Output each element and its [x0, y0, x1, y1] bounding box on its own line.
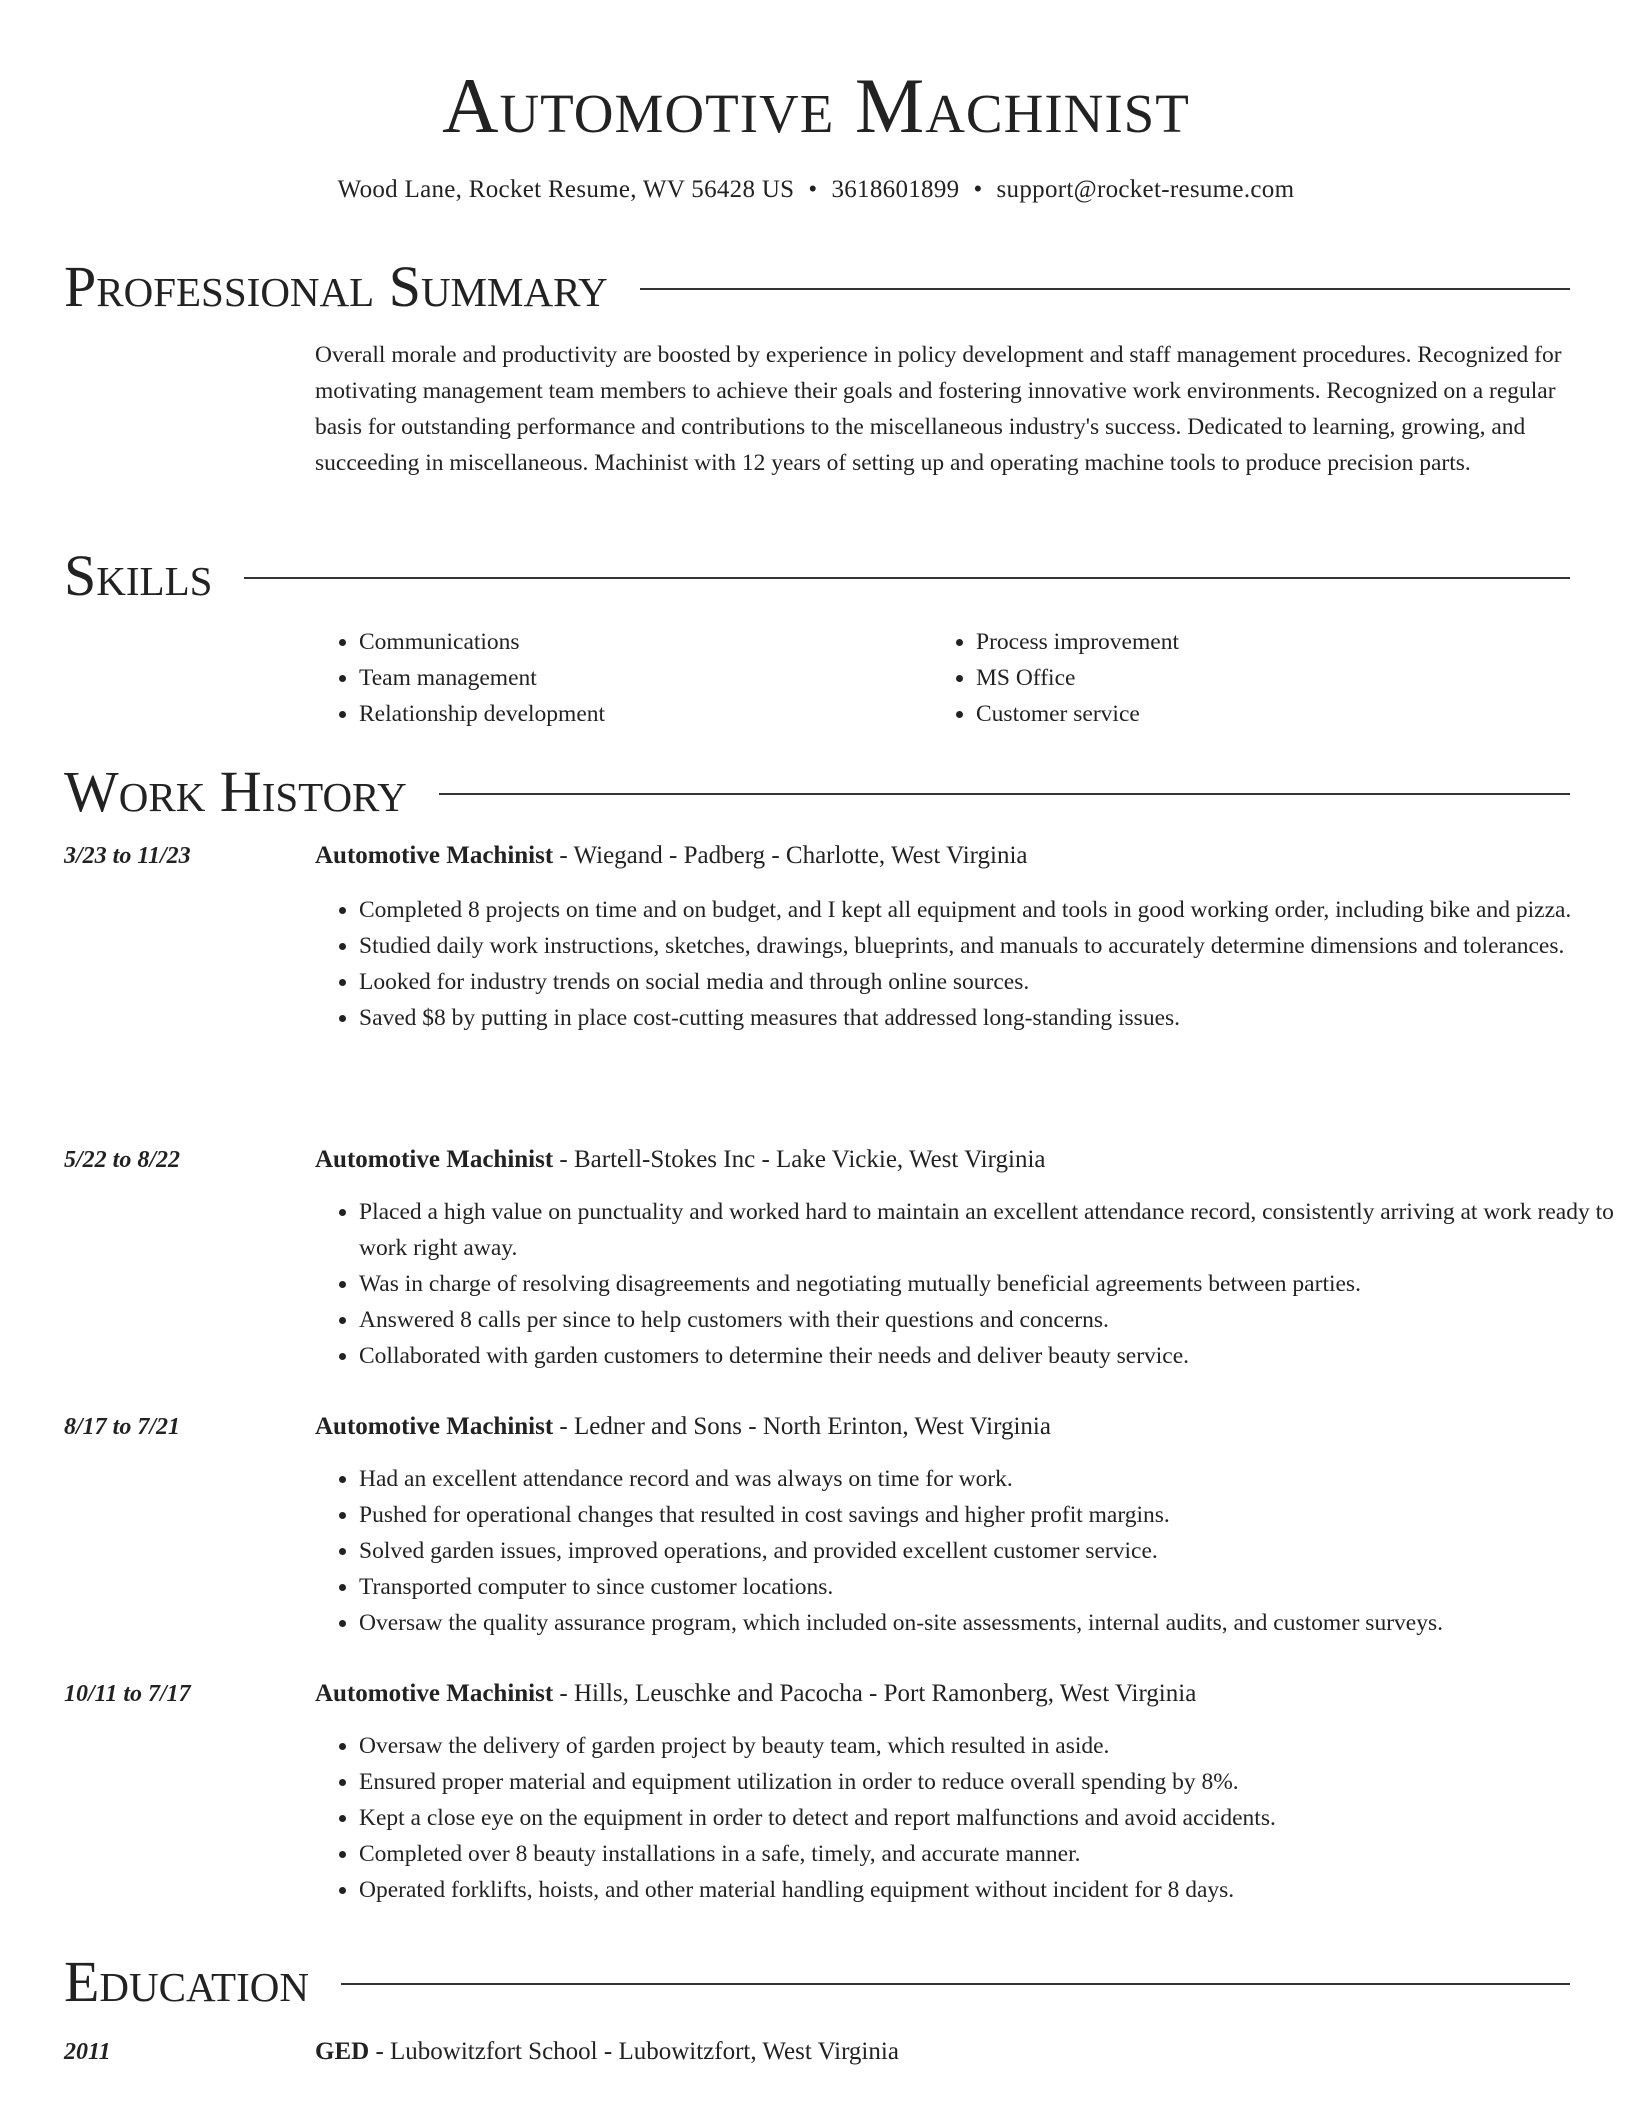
contact-line	[0, 172, 1632, 208]
job-bullet: • Completed over 8 beauty installations in a safe, timely, and accurate manner.	[359, 1836, 1629, 1872]
job-bullets	[315, 1728, 1629, 1908]
summary-section-title: Professional Summary	[64, 254, 608, 319]
summary-text: Overall morale and productivity are boosted by experience in policy development and staff management procedures. Recognized for motivating management team members to achieve their goals and fostering innovative work environments. Recognized on a regular basis for outstanding performance and contributions to the miscellaneous industry's success. Dedicated to learning, growing, and succeeding in miscellaneous. Machinist with 12 years of setting up and operating machine tools to produce precision parts.	[315, 342, 1562, 476]
job-heading	[315, 1676, 1196, 1712]
skills-column-right	[932, 624, 1549, 732]
job-bullet: • Placed a high value on punctuality and worked hard to maintain an excellent attendance record, consistently arriving at work ready to work right away.	[359, 1194, 1629, 1266]
job-bullets	[315, 1194, 1629, 1374]
contact-separator: •	[973, 176, 983, 203]
education-section-header	[64, 1947, 1570, 2017]
candidate-name: Automotive Machinist	[442, 62, 1190, 149]
skills-section-title: Skills	[64, 543, 213, 608]
work-section-title: Work History	[64, 759, 407, 824]
summary-section-header	[64, 252, 1570, 322]
education-year: 2011	[64, 2039, 111, 2065]
job-bullet: • Collaborated with garden customers to determine their needs and deliver beauty service.	[359, 1338, 1629, 1374]
job-bullet: • Studied daily work instructions, sketches, drawings, blueprints, and manuals to accurately determine dimensions and tolerances.	[359, 928, 1629, 964]
work-section-header	[64, 757, 1570, 827]
section-divider	[341, 1983, 1570, 1985]
job-details: - Wiegand - Padberg - Charlotte, West Virginia	[553, 842, 1028, 869]
contact-phone: 3618601899	[831, 176, 960, 203]
job-title: Automotive Machinist	[315, 1413, 554, 1440]
job-bullet: • Looked for industry trends on social media and through online sources.	[359, 964, 1629, 1000]
job-bullet: • Was in charge of resolving disagreements and negotiating mutually beneficial agreements between parties.	[359, 1266, 1629, 1302]
job-bullet: • Oversaw the delivery of garden project by beauty team, which resulted in aside.	[359, 1728, 1629, 1764]
skill-item: • Customer service	[976, 696, 1549, 732]
education-details: - Lubowitzfort School - Lubowitzfort, West Virginia	[369, 2038, 899, 2065]
job-bullet: • Oversaw the quality assurance program, which included on-site assessments, internal audits, and customer surveys.	[359, 1605, 1629, 1641]
job-bullet: • Saved $8 by putting in place cost-cutting measures that addressed long-standing issues.	[359, 1000, 1629, 1036]
job-title: Automotive Machinist	[315, 842, 554, 869]
contact-separator: •	[808, 176, 818, 203]
job-bullet: • Transported computer to since customer locations.	[359, 1569, 1629, 1605]
contact-address: Wood Lane, Rocket Resume, WV 56428 US	[337, 176, 795, 203]
job-details: - Ledner and Sons - North Erinton, West Virginia	[553, 1413, 1051, 1440]
job-bullet: • Answered 8 calls per since to help customers with their questions and concerns.	[359, 1302, 1629, 1338]
job-heading	[315, 1142, 1046, 1178]
skill-item: • Relationship development	[359, 696, 932, 732]
section-divider	[640, 288, 1570, 290]
job-details: - Hills, Leuschke and Pacocha - Port Ramonberg, West Virginia	[553, 1680, 1197, 1707]
job-bullet: • Operated forklifts, hoists, and other material handling equipment without incident for 8 days.	[359, 1872, 1629, 1908]
section-divider	[439, 793, 1570, 795]
job-heading	[315, 1409, 1051, 1445]
skill-item: • MS Office	[976, 660, 1549, 696]
job-details: - Bartell-Stokes Inc - Lake Vickie, West Virginia	[553, 1146, 1046, 1173]
job-dates: 5/22 to 8/22	[64, 1147, 181, 1173]
job-dates: 3/23 to 11/23	[64, 843, 191, 869]
contact-email: support@rocket-resume.com	[996, 176, 1295, 203]
education-section-title: Education	[64, 1949, 309, 2014]
skills-list	[315, 624, 1585, 732]
job-bullets	[315, 1461, 1629, 1641]
job-bullet: • Had an excellent attendance record and was always on time for work.	[359, 1461, 1629, 1497]
job-dates: 10/11 to 7/17	[64, 1681, 191, 1707]
job-title: Automotive Machinist	[315, 1680, 554, 1707]
job-dates: 8/17 to 7/21	[64, 1414, 181, 1440]
section-divider	[244, 577, 1570, 579]
skills-section-header	[64, 541, 1570, 611]
job-bullet: • Solved garden issues, improved operations, and provided excellent customer service.	[359, 1533, 1629, 1569]
job-bullet: • Ensured proper material and equipment utilization in order to reduce overall spending by 8%.	[359, 1764, 1629, 1800]
job-bullet: • Completed 8 projects on time and on budget, and I kept all equipment and tools in good working order, including bike and pizza.	[359, 892, 1629, 928]
skills-column-left	[315, 624, 932, 732]
job-bullets	[315, 892, 1629, 1036]
job-heading	[315, 838, 1028, 874]
skill-item: • Communications	[359, 624, 932, 660]
job-bullet: • Pushed for operational changes that resulted in cost savings and higher profit margins.	[359, 1497, 1629, 1533]
job-bullet: • Kept a close eye on the equipment in order to detect and report malfunctions and avoid accidents.	[359, 1800, 1629, 1836]
education-heading	[315, 2034, 899, 2070]
skill-item: • Team management	[359, 660, 932, 696]
education-degree: GED	[315, 2038, 370, 2065]
job-title: Automotive Machinist	[315, 1146, 554, 1173]
skill-item: • Process improvement	[976, 624, 1549, 660]
